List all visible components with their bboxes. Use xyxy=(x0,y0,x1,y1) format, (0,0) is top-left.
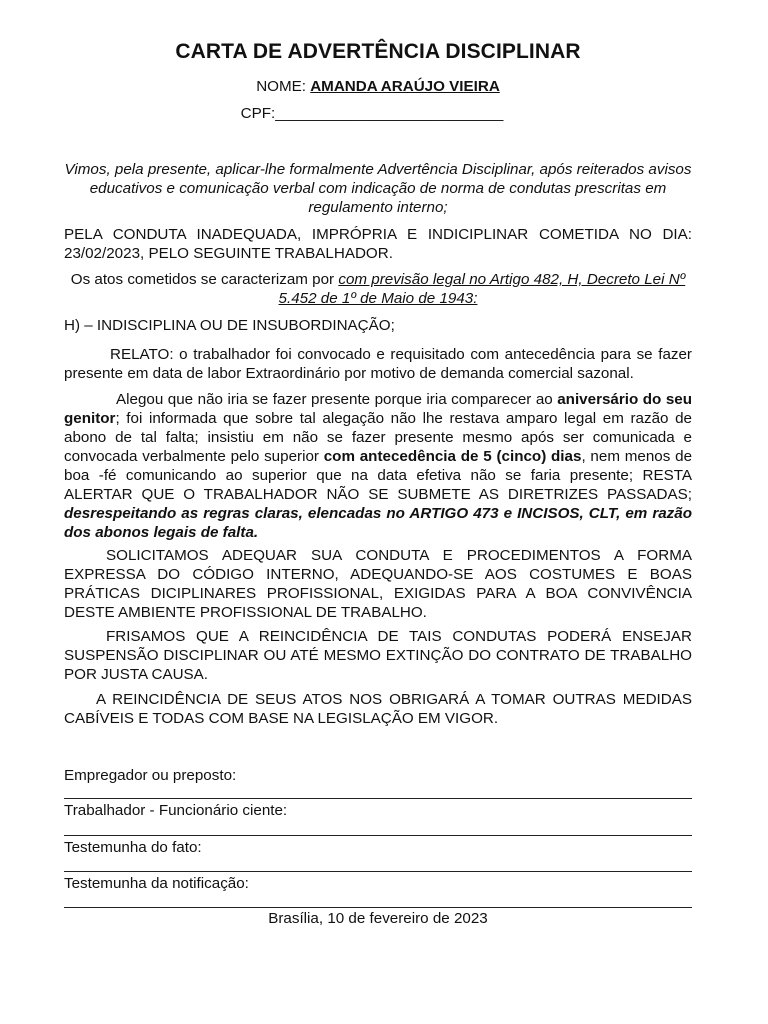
allegation-text-2: ; foi informada que sobre tal alegação não lhe restava amparo legal em razão de abono de tal falta; insistiu em não se fazer presente mesmo após ser comunicada e convocada verbalmente pelo superior xyxy=(64,410,692,465)
signature-label-employer: Empregador ou preposto: xyxy=(64,767,237,784)
document-title: CARTA DE ADVERTÊNCIA DISCIPLINAR xyxy=(175,40,581,63)
signature-label-witness-notice: Testemunha da notificação: xyxy=(64,875,249,892)
signature-line-witness-fact xyxy=(64,871,692,872)
name-label: NOME: xyxy=(256,78,311,95)
allegation-bold-2: com antecedência de 5 (cinco) dias xyxy=(323,448,582,465)
cpf-line xyxy=(58,104,686,123)
signature-line-employer xyxy=(64,798,692,799)
conduct-paragraph: PELA CONDUTA INADEQUADA, IMPRÓPRIA E INDICIPLINAR COMETIDA NO DIA: 23/02/2023, PELO SEGUINTE TRABALHADOR. xyxy=(64,226,692,262)
warning-paragraph: FRISAMOS QUE A REINCIDÊNCIA DE TAIS CONDUTAS PODERÁ ENSEJAR SUSPENSÃO DISCIPLINAR OU ATÉ MESMO EXTINÇÃO DO CONTRATO DE TRABALHO POR JUSTA CAUSA. xyxy=(64,628,692,683)
report-paragraph: RELATO: o trabalhador foi convocado e requisitado com antecedência para se fazer presente em data de labor Extraordinário por motivo de demanda comercial sazonal. xyxy=(64,346,692,382)
allegation-text-1: Alegou que não iria se fazer presente porque iria comparecer ao xyxy=(116,391,558,408)
acts-paragraph xyxy=(64,270,692,308)
item-h: H) – INDISCIPLINA OU DE INSUBORDINAÇÃO; xyxy=(64,317,395,334)
allegation-bold-1: aniversário do seu genitor xyxy=(64,391,693,427)
acts-prefix: Os atos cometidos se caracterizam por xyxy=(70,271,339,288)
place-and-date: Brasília, 10 de fevereiro de 2023 xyxy=(268,910,488,927)
legal-reference: com previsão legal no Artigo 482, H, Decreto Lei Nº 5.452 de 1º de Maio de 1943: xyxy=(278,271,686,307)
recurrence-paragraph: A REINCIDÊNCIA DE SEUS ATOS NOS OBRIGARÁ A TOMAR OUTRAS MEDIDAS CABÍVEIS E TODAS COM BASE NA LEGISLAÇÃO EM VIGOR. xyxy=(64,691,692,727)
employee-name-line xyxy=(64,77,692,96)
cpf-label: CPF: xyxy=(240,105,276,122)
intro-paragraph: Vimos, pela presente, aplicar-lhe formalmente Advertência Disciplinar, após reiterados avisos educativos e comunicação verbal com indicação de norma de condutas prescritas em regulamento interno; xyxy=(64,161,692,216)
signature-label-witness-fact: Testemunha do fato: xyxy=(64,839,202,856)
allegation-bold-italic: desrespeitando as regras claras, elencadas no ARTIGO 473 e INCISOS, CLT, em razão dos abonos legais de falta. xyxy=(64,505,692,541)
cpf-blank: ___________________________ xyxy=(275,105,504,122)
allegation-paragraph xyxy=(64,390,692,542)
signature-line-witness-notice xyxy=(64,907,692,908)
employee-name: AMANDA ARAÚJO VIEIRA xyxy=(310,78,500,95)
allegation-text-3: , nem menos de boa -fé comunicando ao superior que na data efetiva não se faria presente; RESTA ALERTAR QUE O TRABALHADOR NÃO SE SUBMETE AS DIRETRIZES PASSADAS; xyxy=(64,448,693,503)
signature-line-worker xyxy=(64,835,692,836)
request-paragraph: SOLICITAMOS ADEQUAR SUA CONDUTA E PROCEDIMENTOS A FORMA EXPRESSA DO CÓDIGO INTERNO, ADEQUANDO-SE AOS COSTUMES E BOAS PRÁTICAS DICIPLINARES PROFISSIONAL, EXIGIDAS PARA A BOA CONVIVÊNCIA DESTE AMBIENTE PROFISSIONAL DE TRABALHO. xyxy=(64,547,692,621)
signature-label-worker: Trabalhador - Funcionário ciente: xyxy=(64,802,288,819)
